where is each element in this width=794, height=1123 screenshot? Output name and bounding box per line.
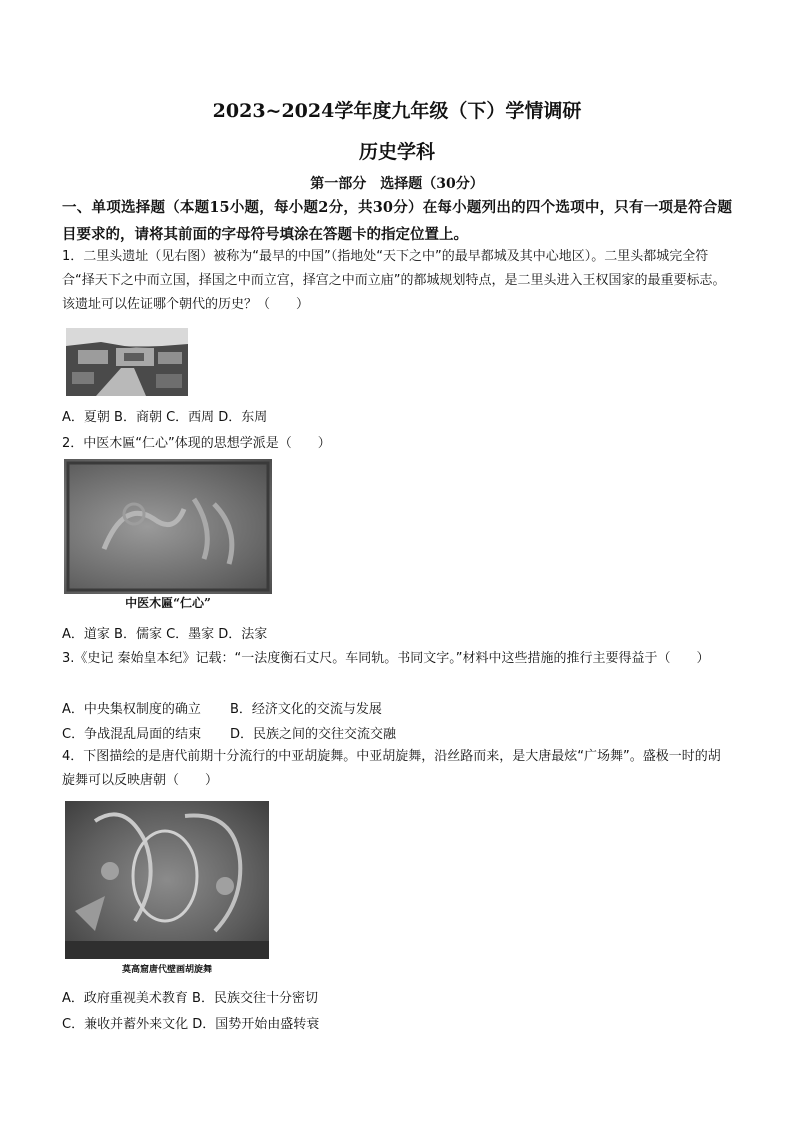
question-4-options-line-1: A．政府重视美术教育 B．民族交往十分密切 (62, 991, 318, 1006)
question-3-stem: 3.《史记 秦始皇本纪》记载：“一法度衡石丈尺。车同轨。书同文字。”材料中这些措施的推行主要得益于（ ） (62, 651, 710, 666)
section-instructions: 一、单项选择题（本题15小题，每小题2分，共30分）在每小题列出的四个选项中，只有一项是符合题目要求的，请将其前面的字母符号填涂在答题卡的指定位置上。 (62, 199, 732, 243)
question-4-stem: 4．下图描绘的是唐代前期十分流行的中亚胡旋舞。中亚胡旋舞，沿丝路而来，是大唐最炫“广场舞”。盛极一时的胡旋舞可以反映唐朝（ ） (62, 749, 721, 788)
exam-title: 2023~2024学年度九年级（下）学情调研 (212, 100, 582, 122)
plaque-caption: 中医木匾“仁心” (125, 596, 211, 610)
mural-caption: 莫高窟唐代壁画胡旋舞 (121, 965, 212, 975)
huxuan-dance-mural-photo (65, 801, 269, 959)
subject-title: 历史学科 (358, 141, 435, 163)
question-3-option-d: D．民族之间的交往交流交融 (230, 727, 397, 742)
wooden-plaque-photo (64, 459, 272, 594)
question-3-option-a: A．中央集权制度的确立 (62, 702, 201, 717)
question-1-options: A．夏朝 B．商朝 C．西周 D．东周 (62, 410, 268, 425)
question-2-stem: 2．中医木匾“仁心”体现的思想学派是（ ） (62, 436, 331, 451)
erlitou-site-photo (66, 328, 188, 396)
question-1-stem: 1．二里头遗址（见右图）被称为“最早的中国”（指地处“天下之中”的最早都城及其中心地区）。二里头都城完全符合“择天下之中而立国，择国之中而立宫，择宫之中而立庙”的都城规划特点，是二里头进入王权国家的最重要标志。该遗址可以佐证哪个朝代的历史？（ ） (62, 249, 726, 312)
part-heading: 第一部分 选择题（30分） (310, 176, 484, 192)
question-3-option-c: C．争战混乱局面的结束 (62, 727, 202, 742)
question-3-option-b: B．经济文化的交流与发展 (230, 702, 382, 717)
question-2-options: A．道家 B．儒家 C．墨家 D．法家 (62, 627, 268, 642)
question-4-options-line-2: C．兼收并蓄外来文化 D．国势开始由盛转衰 (62, 1017, 320, 1032)
